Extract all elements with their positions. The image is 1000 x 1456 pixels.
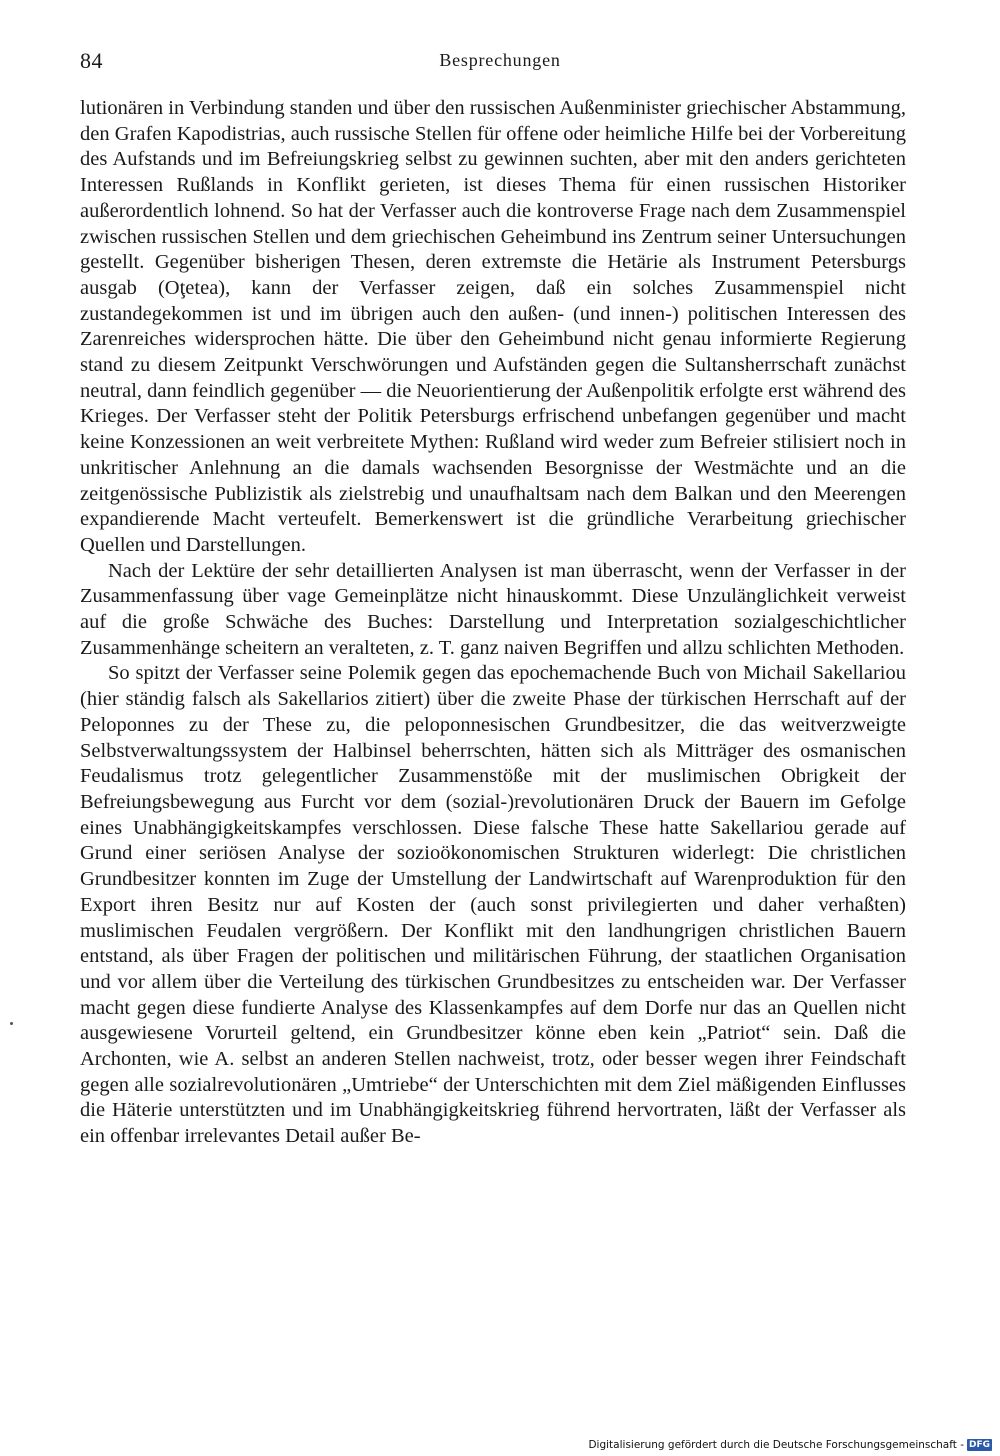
margin-speck [10, 1022, 13, 1025]
page-number: 84 [80, 48, 103, 73]
running-title: Besprechungen [439, 50, 561, 70]
digitization-footer [588, 1438, 992, 1452]
paragraph-3: So spitzt der Verfasser seine Polemik gegen das epochemachende Buch von Michail Sakellariou (hier ständig falsch als Sakellarios zitiert) über die zweite Phase der türkischen Herrschaft auf der Peloponnes zu der These zu, die peloponnesischen Grundbesitzer, die das weitverzweigte Selbstverwaltungssystem der Halbinsel beherrschten, hätten sich als Mitträger des osmanischen Feudalismus trotz gelegentlicher Zusammenstöße mit der muslimischen Obrigkeit der Befreiungsbewegung aus Furcht vor dem (sozial-)revolutionären Druck der Bauern im Gefolge eines Unabhängigkeitskampfes verschlossen. Diese falsche These hatte Sakellariou gerade auf Grund einer seriösen Analyse der sozioökonomischen Strukturen widerlegt: Die christlichen Grundbesitzer konnten im Zuge der Umstellung der Landwirtschaft auf Warenproduktion für den Export ihren Besitz nur auf Kosten der (auch sonst privilegierten und daher verhaßten) muslimischen Feudalen vergrößern. Der Konflikt mit den landhungrigen christlichen Bauern entstand, als über Fragen der politischen und militärischen Führung, der staatlichen Organisation und vor allem über die Verteilung des türkischen Grundbesitzes zu entscheiden war. Der Verfasser macht gegen diese fundierte Analyse des Klassenkampfes auf dem Dorfe nur das an Quellen nicht ausgewiesene Vorurteil geltend, ein Grundbesitzer könne eben kein „Patriot“ sein. Daß die Archonten, wie A. selbst an anderen Stellen nachweist, trotz, oder besser wegen ihrer Feindschaft gegen alle sozialrevolutionären „Umtriebe“ der Unterschichten mit dem Ziel mäßigenden Einflusses die Häterie unterstützten und im Unabhängigkeitskrieg führend hervortraten, läßt der Verfasser als ein offenbar irrelevantes Detail außer Be- [80, 662, 906, 1148]
body-text [80, 96, 906, 1150]
paragraph-1: lutionären in Verbindung standen und über den russischen Außenminister griechischer Abstammung, den Grafen Kapodistrias, auch russische Stellen für offene oder heimliche Hilfe bei der Vorbereitung des Aufstands und im Befreiungskrieg selbst zu gewinnen suchten, aber mit den anders gerichteten Interessen Rußlands in Konflikt gerieten, ist dieses Thema für einen russischen Historiker außerordentlich lohnend. So hat der Verfasser auch die kontroverse Frage nach dem Zusammenspiel zwischen russischen Stellen und dem griechischen Geheimbund ins Zentrum seiner Untersuchungen gestellt. Gegenüber bisherigen Thesen, deren extremste die Hetärie als Instrument Petersburgs ausgab (Oţetea), kann der Verfasser zeigen, daß ein solches Zusammenspiel nicht zustandegekommen ist und im übrigen auch den außen- (und innen-) politischen Interessen des Zarenreiches widersprochen hätte. Die über den Geheimbund nicht genau informierte Regierung stand zu diesem Zeitpunkt Verschwörungen und Aufständen gegen die Sultansherrschaft zunächst neutral, dann feindlich gegenüber — die Neuorientierung der Außenpolitik erfolgte erst während des Krieges. Der Verfasser steht der Politik Petersburgs erfrischend unbefangen gegenüber und macht keine Konzessionen an weit verbreitete Mythen: Rußland wird weder zum Befreier stilisiert noch in unkritischer Anlehnung an die damals wachsenden Besorgnisse der Westmächte und an die zeitgenössische Publizistik als zielstrebig und unaufhaltsam nach dem Balkan und den Meerengen expandierende Macht verteufelt. Bemerkenswert ist die gründliche Verarbeitung griechischer Quellen und Darstellungen. [80, 97, 906, 556]
dfg-logo: DFG [968, 1440, 990, 1450]
paragraph-2: Nach der Lektüre der sehr detaillierten Analysen ist man überrascht, wenn der Verfasser in der Zusammenfassung über vage Gemeinplätze nicht hinauskommt. Diese Unzulänglichkeit verweist auf die große Schwäche des Buches: Darstellung und Interpretation sozialgeschichtlicher Zusammenhänge scheitern an veralteten, z. T. ganz naiven Begriffen und allzu schlichten Methoden. [80, 559, 906, 659]
digitization-note: Digitalisierung gefördert durch die Deutsche Forschungsgemeinschaft - [588, 1439, 964, 1451]
